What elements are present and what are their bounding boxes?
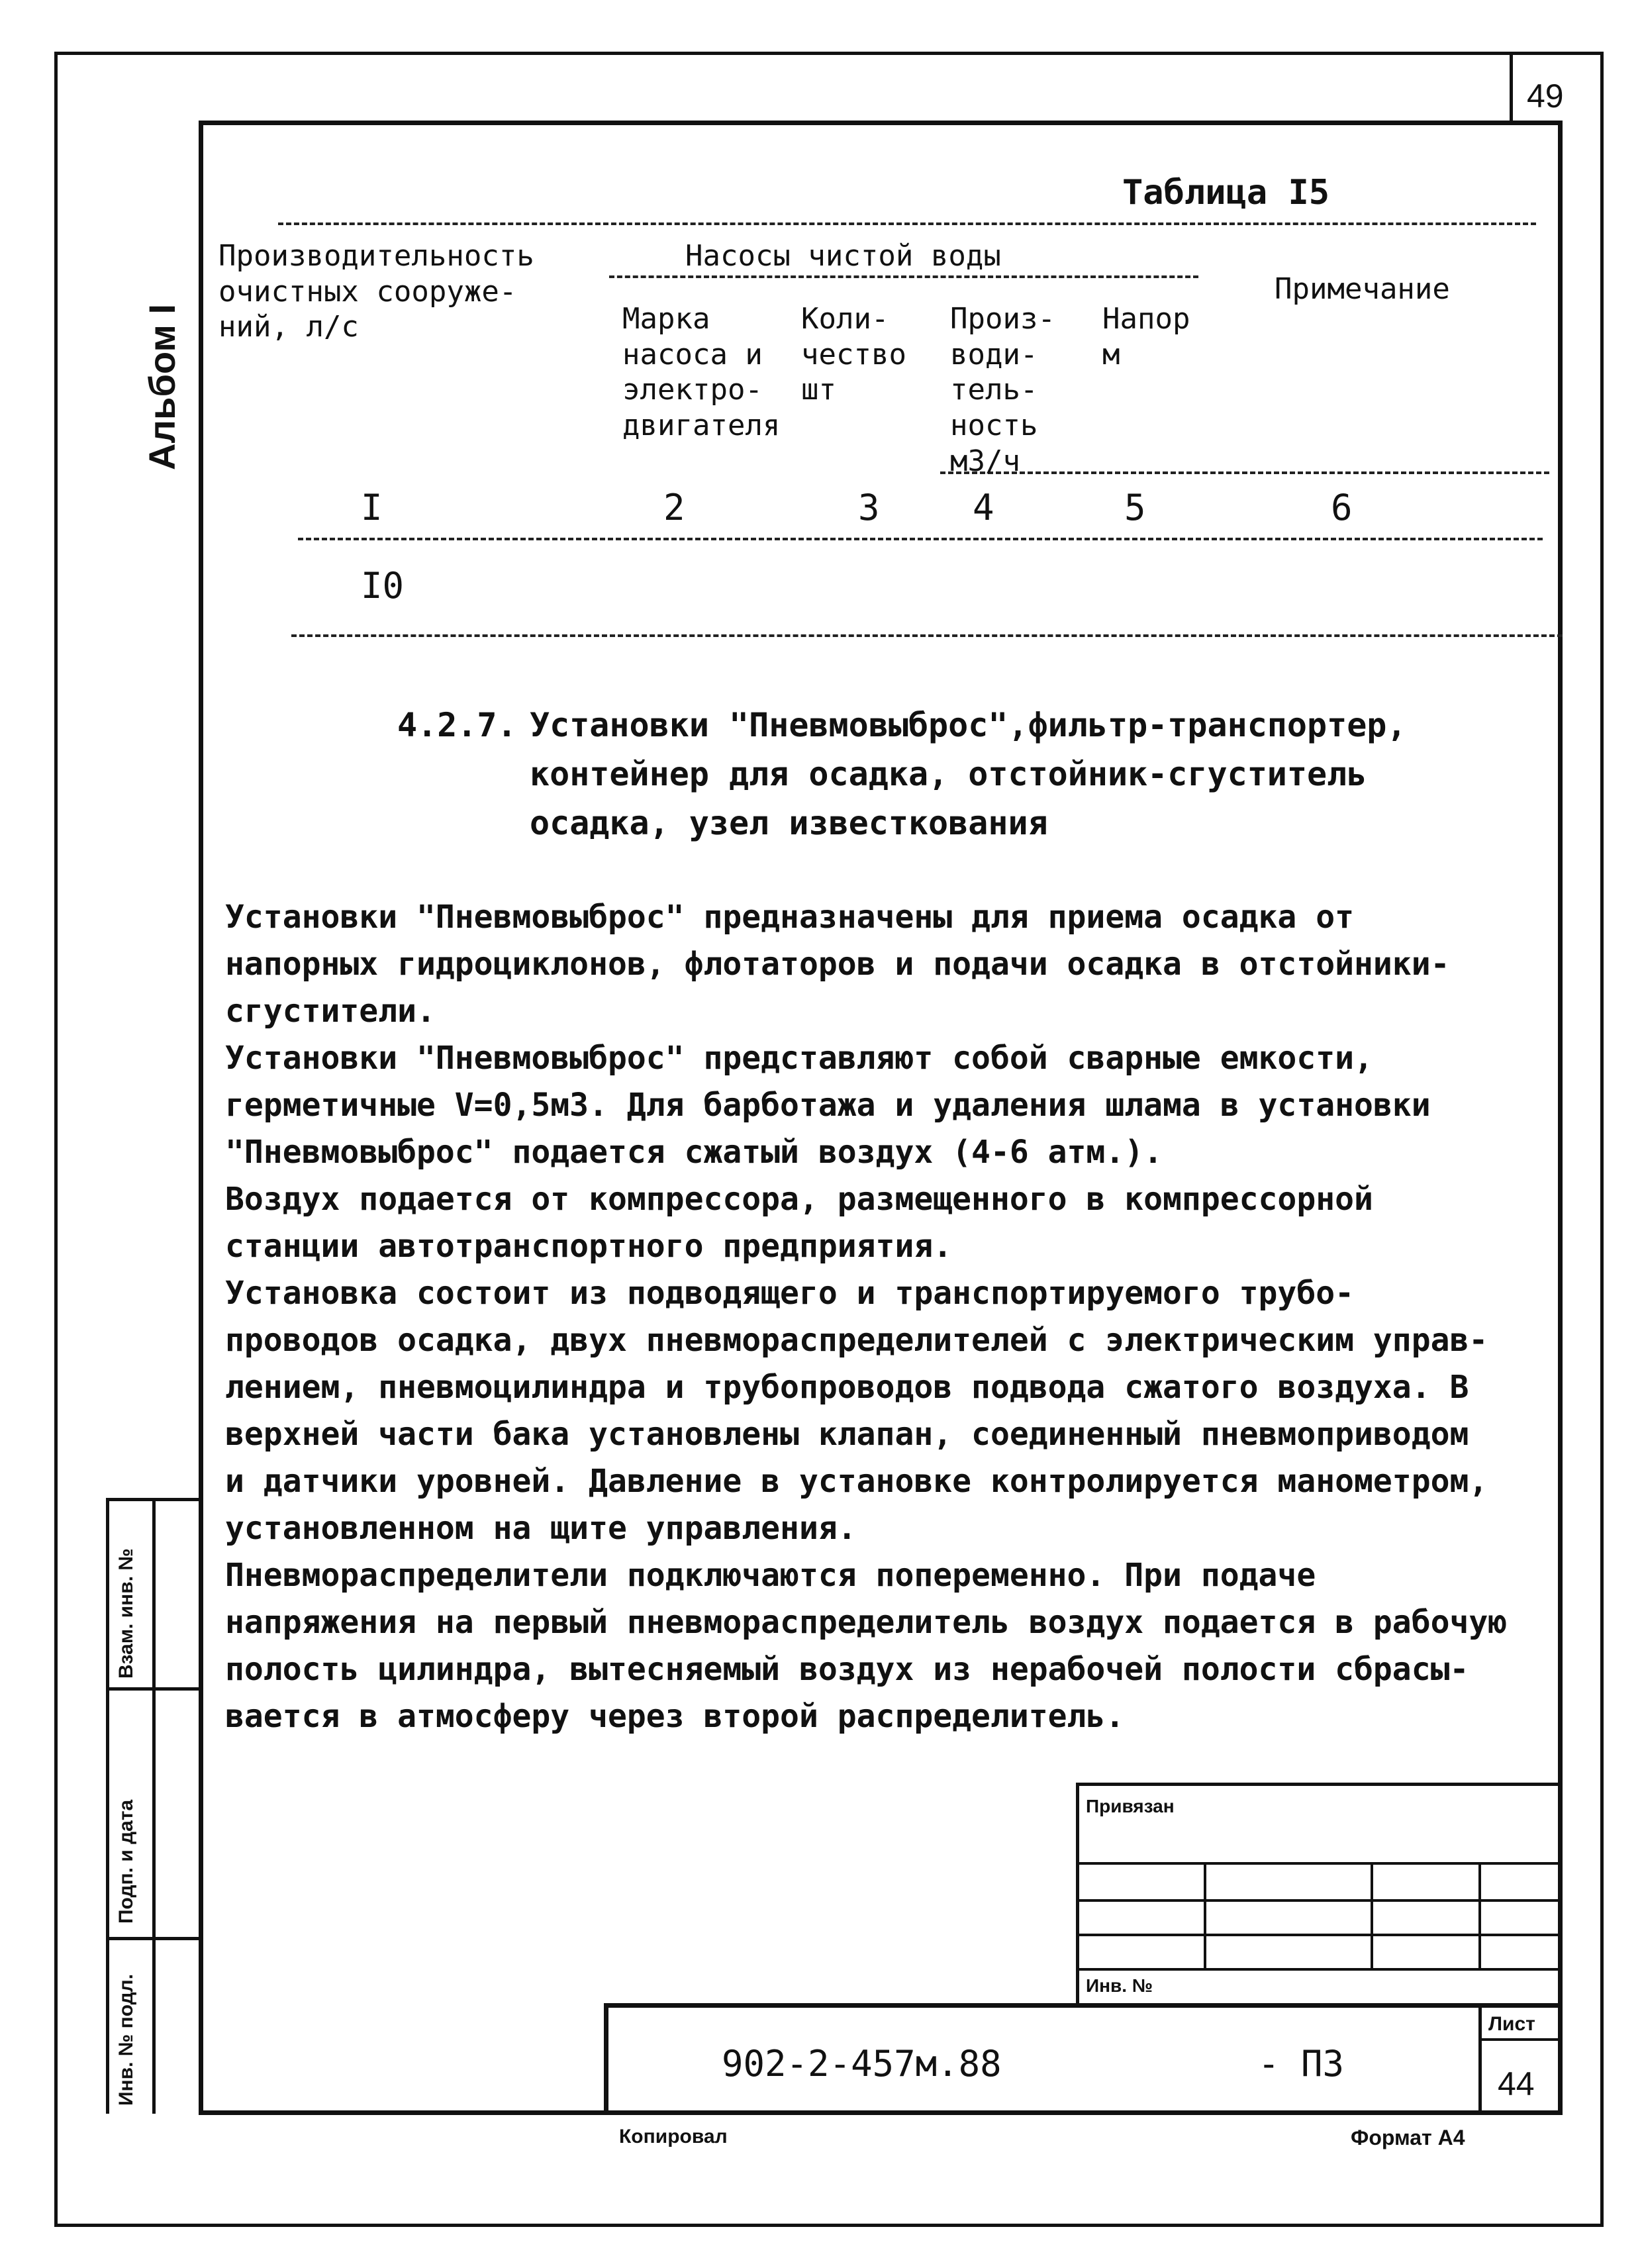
table-cell-capacity: I0 <box>361 565 405 607</box>
section-title-line: осадка, узел известкования <box>530 804 1048 842</box>
table-header-brand: Марка насоса и электро- двигателя <box>622 302 781 443</box>
document-designation: 902-2-457м.88 <box>722 2043 1002 2085</box>
footer-format: Формат А4 <box>1351 2126 1465 2149</box>
sheet-label: Лист <box>1488 2013 1535 2035</box>
bound-label: Привязан <box>1086 1796 1175 1816</box>
section-number: 4.2.7. <box>397 706 517 744</box>
table-header-capacity: Производительность очистных сооруже- ний, л/с <box>218 239 534 344</box>
column-number: 6 <box>1331 487 1353 528</box>
album-label: Альбом I <box>141 303 183 470</box>
column-number: 5 <box>1124 487 1146 528</box>
column-number: I <box>361 487 383 528</box>
table-header-quantity: Коли- чество шт <box>801 302 906 407</box>
paragraph: Установки "Пневмовыброс" предназначены для приема осадка от напорных гидроциклонов, флотаторов и подачи осадка в отстойники- сгустители. <box>225 899 1450 1030</box>
sheet-number: 44 <box>1498 2065 1535 2102</box>
stamp-label-signature-date: Подп. и дата <box>115 1799 137 1924</box>
inv-no-label: Инв. № <box>1086 1975 1153 1996</box>
stamp-label-inv-replace: Взам. инв. № <box>115 1548 137 1679</box>
table-header-pumps-group: Насосы чистой воды <box>685 239 1001 273</box>
paragraph: Установки "Пневмовыброс" представляют собой сварные емкости, герметичные V=0,5м3. Для барботажа и удаления шлама в установки "Пневмовыброс" подается сжатый воздух (4-6 атм.). <box>225 1040 1431 1171</box>
paragraph: Установка состоит из подводящего и транспортируемого трубо- проводов осадка, двух пневмораспределителей с электрическим управ- лением, пневмоцилиндра и трубопроводов подвода сжатого воздуха. В верхней части бака установлены клапан, соединенный пневмоприводом и датчики уровней. Давление в установке контролируется манометром, установленном на щите управления. <box>225 1275 1488 1547</box>
stamp-label-inv-original: Инв. № подл. <box>115 1973 137 2106</box>
table-header-head: Напор м <box>1102 302 1190 371</box>
paragraph: Пневмораспределители подключаются попеременно. При подаче напряжения на первый пневмораспределитель воздух подается в рабочую полость цилиндра, вытесняемый воздух из нерабочей полости сбрасы- вается в атмосферу через второй распределитель. <box>225 1557 1508 1735</box>
paragraph: Воздух подается от компрессора, размещенного в компрессорной станции автотранспортного предприятия. <box>225 1181 1373 1265</box>
document-suffix: - ПЗ <box>1258 2043 1345 2085</box>
column-number: 2 <box>663 487 685 528</box>
footer-copied: Копировал <box>619 2126 728 2147</box>
table-header-capacity-m3h: Произ- води- тель- ность м3/ч <box>950 302 1055 478</box>
section-title-line: контейнер для осадка, отстойник-сгуститель <box>530 755 1367 793</box>
table-header-note: Примечание <box>1275 272 1450 306</box>
page-number: 49 <box>1527 77 1564 115</box>
section-title-line: Установки "Пневмовыброс",фильтр-транспортер, <box>530 706 1407 744</box>
column-number: 3 <box>858 487 880 528</box>
table-title: Таблица I5 <box>1122 173 1330 213</box>
column-number: 4 <box>973 487 994 528</box>
